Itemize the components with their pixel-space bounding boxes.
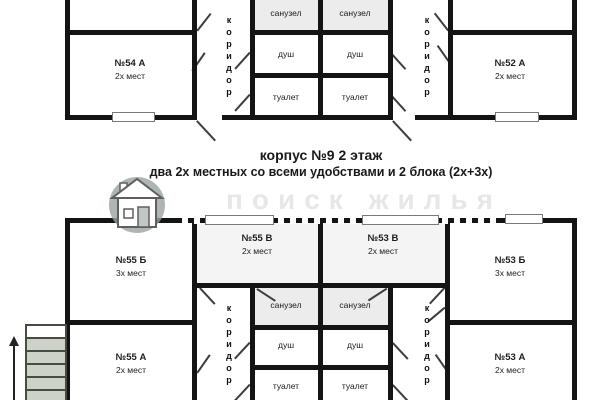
room-53a xyxy=(450,352,570,376)
site-watermark: поиск жилья xyxy=(226,184,502,215)
wall-dash-gap xyxy=(454,218,460,224)
wall-dash-gap xyxy=(182,218,188,224)
shower-label: душ xyxy=(346,49,364,59)
door-swing-line xyxy=(234,342,250,359)
corridor-label: коридор xyxy=(224,15,234,99)
wall-segment xyxy=(448,30,577,35)
window xyxy=(505,214,543,224)
bathroom-label: санузел xyxy=(270,300,302,310)
room-55a-name: №55 А xyxy=(115,352,147,363)
wall-dash-gap xyxy=(478,218,484,224)
wall-segment xyxy=(445,320,577,325)
room-55a-capacity: 2х мест xyxy=(115,364,147,375)
wall-segment xyxy=(250,325,393,330)
toilet-label: туалет xyxy=(272,381,300,391)
room-54a xyxy=(75,58,185,82)
door-swing-line xyxy=(392,384,408,400)
room-55a xyxy=(72,352,190,376)
room-52a-capacity: 2х мест xyxy=(494,70,526,81)
room-55b-capacity: 3х мест xyxy=(115,267,147,278)
door-swing-line xyxy=(392,120,412,141)
wall-segment xyxy=(192,283,450,288)
room-53a-capacity: 2х мест xyxy=(494,364,526,375)
wall-segment xyxy=(448,0,453,120)
stair-step xyxy=(27,350,65,363)
wall-dash-gap xyxy=(314,218,320,224)
shower-label: душ xyxy=(277,340,295,350)
corridor-label: коридор xyxy=(422,15,432,99)
wall-segment xyxy=(65,320,197,325)
bathroom-label: санузел xyxy=(339,8,371,18)
door-swing-line xyxy=(235,52,251,69)
stair-step xyxy=(27,376,65,389)
door-swing-line xyxy=(196,120,216,141)
room-55v-name: №55 В xyxy=(241,233,273,244)
wall-dash-gap xyxy=(350,218,356,224)
wall-dash-gap xyxy=(290,218,296,224)
toilet-label: туалет xyxy=(341,381,369,391)
room-54a-capacity: 2х мест xyxy=(114,70,146,81)
stair-step xyxy=(27,363,65,376)
door-swing-line xyxy=(235,94,251,111)
wall-dash-gap xyxy=(278,218,284,224)
wall-dash-gap xyxy=(442,218,448,224)
room-55b-name: №55 Б xyxy=(115,255,147,266)
door-swing-line xyxy=(234,384,250,400)
up-arrow-head-icon xyxy=(9,336,19,346)
plan-subtitle: два 2х местных со всеми удобствами и 2 блока (2х+3х) xyxy=(149,165,493,179)
door-swing-line xyxy=(196,354,210,373)
room-53b xyxy=(450,255,570,279)
room-55v xyxy=(197,233,317,257)
window xyxy=(495,112,539,122)
door-swing-line xyxy=(196,13,211,31)
room-54a-name: №54 А xyxy=(114,58,146,69)
wall-segment xyxy=(250,115,393,120)
door-swing-line xyxy=(392,342,408,359)
wall-dash-gap xyxy=(466,218,472,224)
wall-segment xyxy=(572,218,577,400)
wall-segment xyxy=(222,115,250,120)
wall-segment xyxy=(250,365,393,370)
wall-dash-gap xyxy=(194,218,200,224)
toilet-label: туалет xyxy=(272,92,300,102)
staircase xyxy=(25,324,67,400)
wall-segment xyxy=(572,0,577,120)
wall-dash-gap xyxy=(338,218,344,224)
window xyxy=(362,215,439,225)
up-arrow-icon xyxy=(13,345,15,400)
room-55b xyxy=(72,255,190,279)
room-53v xyxy=(323,233,443,257)
bathroom-label: санузел xyxy=(270,8,302,18)
house-logo-icon xyxy=(104,175,170,235)
room-53v-capacity: 2х мест xyxy=(367,245,399,256)
wall-dash-gap xyxy=(490,218,496,224)
toilet-label: туалет xyxy=(341,92,369,102)
room-53v-name: №53 В xyxy=(367,233,399,244)
wall-dash-gap xyxy=(302,218,308,224)
wall-segment xyxy=(250,30,393,35)
door-swing-line xyxy=(434,13,449,31)
plan-title: корпус №9 2 этаж xyxy=(259,147,383,163)
wall-dash-gap xyxy=(326,218,332,224)
wall-segment xyxy=(192,0,197,120)
wall-segment xyxy=(65,0,70,120)
stair-step xyxy=(27,337,65,350)
room-52a-name: №52 А xyxy=(494,58,526,69)
corridor-label: коридор xyxy=(224,303,234,387)
room-53a-name: №53 А xyxy=(494,352,526,363)
shower-label: душ xyxy=(346,340,364,350)
stair-step xyxy=(27,389,65,400)
wall-segment xyxy=(415,115,448,120)
window xyxy=(112,112,155,122)
room-53b-name: №53 Б xyxy=(494,255,526,266)
shower-label: душ xyxy=(277,49,295,59)
corridor-label: коридор xyxy=(422,303,432,387)
window xyxy=(205,215,274,225)
wall-segment xyxy=(250,73,393,78)
wall-segment xyxy=(65,30,197,35)
room-55v-capacity: 2х мест xyxy=(241,245,273,256)
bathroom-label: санузел xyxy=(339,300,371,310)
room-53b-capacity: 3х мест xyxy=(494,267,526,278)
room-52a xyxy=(455,58,565,82)
